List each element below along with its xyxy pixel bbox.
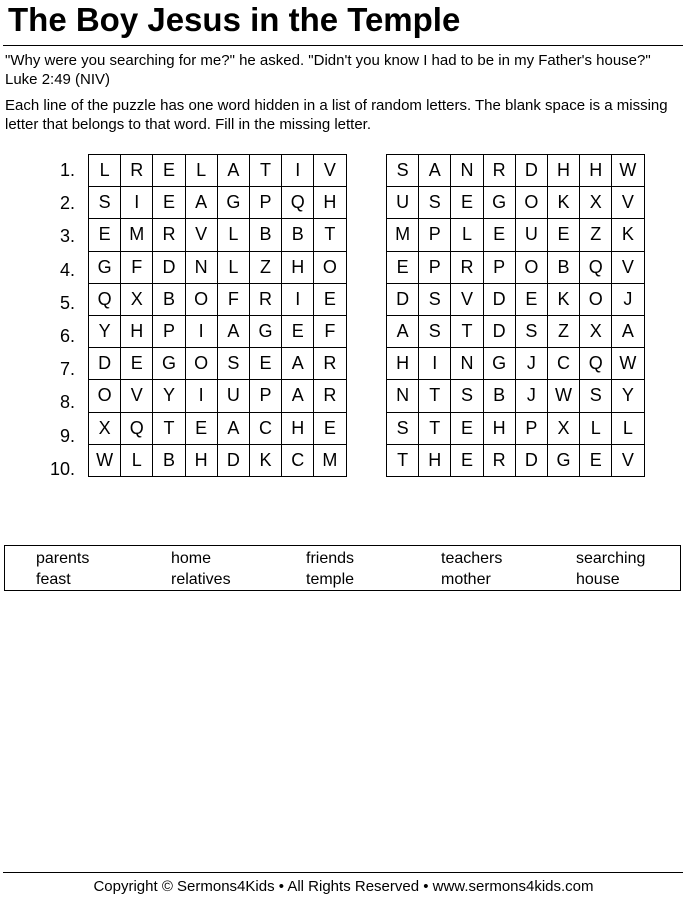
letter-cell: A bbox=[217, 412, 249, 444]
letter-cell: V bbox=[314, 155, 346, 187]
letter-cell: D bbox=[483, 315, 515, 347]
letter-cell: D bbox=[483, 283, 515, 315]
puzzle-grid-right bbox=[386, 154, 645, 477]
letter-cell: S bbox=[419, 187, 451, 219]
row-number: 7. bbox=[59, 359, 75, 380]
letter-cell: P bbox=[249, 187, 281, 219]
word-bank-item: parents bbox=[36, 550, 90, 567]
letter-cell: P bbox=[419, 219, 451, 251]
letter-cell: E bbox=[121, 348, 153, 380]
puzzle-row-left bbox=[89, 251, 347, 283]
letter-cell: S bbox=[419, 315, 451, 347]
letter-cell: E bbox=[89, 219, 121, 251]
word-bank-item: temple bbox=[306, 571, 355, 588]
letter-cell: D bbox=[515, 155, 547, 187]
letter-cell: M bbox=[387, 219, 419, 251]
letter-cell: D bbox=[217, 444, 249, 476]
footer-divider bbox=[3, 872, 683, 873]
letter-cell: Y bbox=[89, 315, 121, 347]
letter-cell: A bbox=[282, 348, 314, 380]
letter-cell: E bbox=[515, 283, 547, 315]
word-bank-item: mother bbox=[441, 571, 491, 588]
letter-cell: G bbox=[483, 187, 515, 219]
letter-cell: I bbox=[419, 348, 451, 380]
letter-cell: J bbox=[515, 380, 547, 412]
letter-cell: H bbox=[282, 251, 314, 283]
letter-cell: H bbox=[580, 155, 612, 187]
letter-cell: S bbox=[89, 187, 121, 219]
letter-cell: L bbox=[89, 155, 121, 187]
puzzle-row-left bbox=[89, 444, 347, 476]
letter-cell: C bbox=[547, 348, 579, 380]
letter-cell: N bbox=[451, 155, 483, 187]
puzzle-row-right bbox=[387, 444, 645, 476]
letter-cell: U bbox=[217, 380, 249, 412]
word-bank-item: house bbox=[576, 571, 620, 588]
letter-cell: W bbox=[89, 444, 121, 476]
letter-cell: Q bbox=[580, 348, 612, 380]
letter-cell: H bbox=[547, 155, 579, 187]
letter-cell: O bbox=[185, 283, 217, 315]
letter-cell: A bbox=[282, 380, 314, 412]
letter-cell: L bbox=[185, 155, 217, 187]
letter-cell: L bbox=[580, 412, 612, 444]
word-bank-item: feast bbox=[36, 571, 71, 588]
letter-cell: T bbox=[451, 315, 483, 347]
copyright-footer: Copyright © Sermons4Kids • All Rights Reserved • www.sermons4kids.com bbox=[93, 878, 594, 895]
puzzle-row-left bbox=[89, 348, 347, 380]
letter-cell: X bbox=[89, 412, 121, 444]
letter-cell: W bbox=[612, 348, 644, 380]
letter-cell: Z bbox=[547, 315, 579, 347]
puzzle-row-right bbox=[387, 187, 645, 219]
letter-cell: R bbox=[121, 155, 153, 187]
puzzle-row-right bbox=[387, 283, 645, 315]
row-number: 8. bbox=[59, 392, 75, 413]
letter-cell: H bbox=[314, 187, 346, 219]
letter-cell: E bbox=[153, 155, 185, 187]
letter-cell: J bbox=[515, 348, 547, 380]
letter-cell: G bbox=[89, 251, 121, 283]
letter-cell: M bbox=[121, 219, 153, 251]
row-number: 2. bbox=[59, 193, 75, 214]
puzzle-row-left bbox=[89, 283, 347, 315]
letter-cell: G bbox=[217, 187, 249, 219]
letter-cell: C bbox=[282, 444, 314, 476]
letter-cell: F bbox=[314, 315, 346, 347]
word-bank-item: searching bbox=[576, 550, 646, 567]
word-bank-item: teachers bbox=[441, 550, 503, 567]
letter-cell: M bbox=[314, 444, 346, 476]
letter-cell: R bbox=[314, 348, 346, 380]
puzzle-row-left bbox=[89, 380, 347, 412]
letter-cell: Z bbox=[580, 219, 612, 251]
letter-cell: A bbox=[419, 155, 451, 187]
letter-cell: G bbox=[249, 315, 281, 347]
letter-cell: L bbox=[217, 251, 249, 283]
letter-cell: R bbox=[249, 283, 281, 315]
letter-cell: L bbox=[451, 219, 483, 251]
letter-cell: V bbox=[185, 219, 217, 251]
letter-cell: B bbox=[249, 219, 281, 251]
letter-cell: E bbox=[314, 283, 346, 315]
puzzle-row-left bbox=[89, 315, 347, 347]
letter-cell: L bbox=[612, 412, 644, 444]
letter-cell: O bbox=[185, 348, 217, 380]
word-bank-item: relatives bbox=[171, 571, 231, 588]
puzzle-row-left bbox=[89, 412, 347, 444]
puzzle-row-right bbox=[387, 251, 645, 283]
letter-cell: O bbox=[89, 380, 121, 412]
letter-cell: L bbox=[121, 444, 153, 476]
letter-cell: R bbox=[483, 444, 515, 476]
letter-cell: B bbox=[153, 283, 185, 315]
letter-cell: K bbox=[612, 219, 644, 251]
letter-cell: H bbox=[419, 444, 451, 476]
puzzle-row-left bbox=[89, 219, 347, 251]
letter-cell: T bbox=[153, 412, 185, 444]
letter-cell: E bbox=[580, 444, 612, 476]
puzzle-row-right bbox=[387, 348, 645, 380]
letter-cell: X bbox=[121, 283, 153, 315]
letter-cell: E bbox=[451, 412, 483, 444]
letter-cell: E bbox=[314, 412, 346, 444]
row-number: 9. bbox=[59, 425, 75, 446]
letter-cell: E bbox=[249, 348, 281, 380]
letter-cell: H bbox=[185, 444, 217, 476]
letter-cell: X bbox=[580, 187, 612, 219]
letter-cell: Y bbox=[153, 380, 185, 412]
word-bank-item: friends bbox=[306, 550, 355, 567]
letter-cell: B bbox=[282, 219, 314, 251]
letter-cell: H bbox=[483, 412, 515, 444]
letter-cell: Q bbox=[89, 283, 121, 315]
letter-cell: A bbox=[217, 155, 249, 187]
letter-cell: O bbox=[515, 251, 547, 283]
letter-cell: E bbox=[387, 251, 419, 283]
puzzle-row-right bbox=[387, 380, 645, 412]
letter-cell: V bbox=[612, 251, 644, 283]
letter-cell: Q bbox=[121, 412, 153, 444]
letter-cell: U bbox=[387, 187, 419, 219]
letter-cell: H bbox=[282, 412, 314, 444]
word-bank-list bbox=[36, 548, 686, 590]
letter-cell: E bbox=[451, 444, 483, 476]
bible-verse: "Why were you searching for me?" he asked. "Didn't you know I had to be in my Father's house?" Luke 2:49 (NIV) bbox=[5, 52, 651, 88]
letter-cell: B bbox=[483, 380, 515, 412]
row-number: 1. bbox=[59, 160, 75, 180]
letter-cell: F bbox=[217, 283, 249, 315]
letter-cell: V bbox=[612, 187, 644, 219]
letter-cell: N bbox=[451, 348, 483, 380]
letter-cell: E bbox=[185, 412, 217, 444]
letter-cell: D bbox=[153, 251, 185, 283]
letter-cell: T bbox=[387, 444, 419, 476]
letter-cell: T bbox=[419, 380, 451, 412]
letter-cell: I bbox=[282, 283, 314, 315]
letter-cell: R bbox=[451, 251, 483, 283]
letter-cell: O bbox=[515, 187, 547, 219]
puzzle-row-right bbox=[387, 219, 645, 251]
letter-cell: R bbox=[153, 219, 185, 251]
row-number: 10. bbox=[49, 458, 75, 479]
letter-cell: A bbox=[217, 315, 249, 347]
letter-cell: S bbox=[387, 155, 419, 187]
letter-cell: P bbox=[515, 412, 547, 444]
letter-cell: A bbox=[612, 315, 644, 347]
letter-cell: R bbox=[314, 380, 346, 412]
letter-cell: K bbox=[547, 283, 579, 315]
letter-cell: Y bbox=[612, 380, 644, 412]
letter-cell: E bbox=[282, 315, 314, 347]
letter-cell: P bbox=[249, 380, 281, 412]
puzzle-row-left bbox=[89, 155, 347, 187]
letter-cell: A bbox=[387, 315, 419, 347]
letter-cell: K bbox=[547, 187, 579, 219]
letter-cell: P bbox=[153, 315, 185, 347]
letter-cell: W bbox=[547, 380, 579, 412]
letter-cell: E bbox=[153, 187, 185, 219]
letter-cell: G bbox=[153, 348, 185, 380]
row-number: 4. bbox=[59, 259, 75, 280]
row-number: 3. bbox=[59, 226, 75, 247]
letter-cell: N bbox=[387, 380, 419, 412]
letter-cell: S bbox=[580, 380, 612, 412]
row-number: 6. bbox=[59, 325, 75, 346]
letter-cell: L bbox=[217, 219, 249, 251]
letter-cell: O bbox=[314, 251, 346, 283]
letter-cell: D bbox=[387, 283, 419, 315]
letter-cell: J bbox=[612, 283, 644, 315]
letter-cell: V bbox=[451, 283, 483, 315]
letter-cell: A bbox=[185, 187, 217, 219]
letter-cell: X bbox=[580, 315, 612, 347]
letter-cell: T bbox=[249, 155, 281, 187]
letter-cell: G bbox=[547, 444, 579, 476]
letter-cell: E bbox=[451, 187, 483, 219]
page-title: The Boy Jesus in the Temple bbox=[8, 1, 461, 38]
letter-cell: D bbox=[89, 348, 121, 380]
letter-cell: S bbox=[515, 315, 547, 347]
letter-cell: I bbox=[282, 155, 314, 187]
row-number: 5. bbox=[59, 292, 75, 313]
letter-cell: S bbox=[387, 412, 419, 444]
word-bank-item: home bbox=[171, 550, 212, 567]
letter-cell: P bbox=[483, 251, 515, 283]
letter-cell: Q bbox=[580, 251, 612, 283]
letter-cell: Q bbox=[282, 187, 314, 219]
letter-cell: B bbox=[153, 444, 185, 476]
puzzle-row-right bbox=[387, 155, 645, 187]
letter-cell: Z bbox=[249, 251, 281, 283]
letter-cell: H bbox=[121, 315, 153, 347]
letter-cell: E bbox=[483, 219, 515, 251]
word-bank bbox=[4, 545, 681, 591]
letter-cell: U bbox=[515, 219, 547, 251]
row-number-column bbox=[30, 154, 75, 486]
letter-cell: S bbox=[451, 380, 483, 412]
letter-cell: D bbox=[515, 444, 547, 476]
letter-cell: H bbox=[387, 348, 419, 380]
letter-cell: T bbox=[419, 412, 451, 444]
letter-cell: I bbox=[185, 315, 217, 347]
puzzle-row-left bbox=[89, 187, 347, 219]
letter-cell: C bbox=[249, 412, 281, 444]
letter-cell: E bbox=[547, 219, 579, 251]
letter-cell: T bbox=[314, 219, 346, 251]
letter-cell: V bbox=[612, 444, 644, 476]
puzzle-grid-left bbox=[88, 154, 347, 477]
letter-cell: I bbox=[185, 380, 217, 412]
letter-cell: W bbox=[612, 155, 644, 187]
letter-cell: F bbox=[121, 251, 153, 283]
letter-cell: O bbox=[580, 283, 612, 315]
letter-cell: B bbox=[547, 251, 579, 283]
letter-cell: K bbox=[249, 444, 281, 476]
letter-cell: X bbox=[547, 412, 579, 444]
puzzle-row-right bbox=[387, 315, 645, 347]
letter-cell: P bbox=[419, 251, 451, 283]
letter-cell: N bbox=[185, 251, 217, 283]
letter-cell: S bbox=[419, 283, 451, 315]
letter-cell: G bbox=[483, 348, 515, 380]
puzzle-row-right bbox=[387, 412, 645, 444]
letter-cell: S bbox=[217, 348, 249, 380]
puzzle-instructions: Each line of the puzzle has one word hidden in a list of random letters. The blank space is a missing letter that belongs to that word. Fill in the missing letter. bbox=[5, 97, 668, 133]
letter-cell: V bbox=[121, 380, 153, 412]
letter-cell: R bbox=[483, 155, 515, 187]
letter-cell: I bbox=[121, 187, 153, 219]
title-divider bbox=[3, 45, 683, 46]
